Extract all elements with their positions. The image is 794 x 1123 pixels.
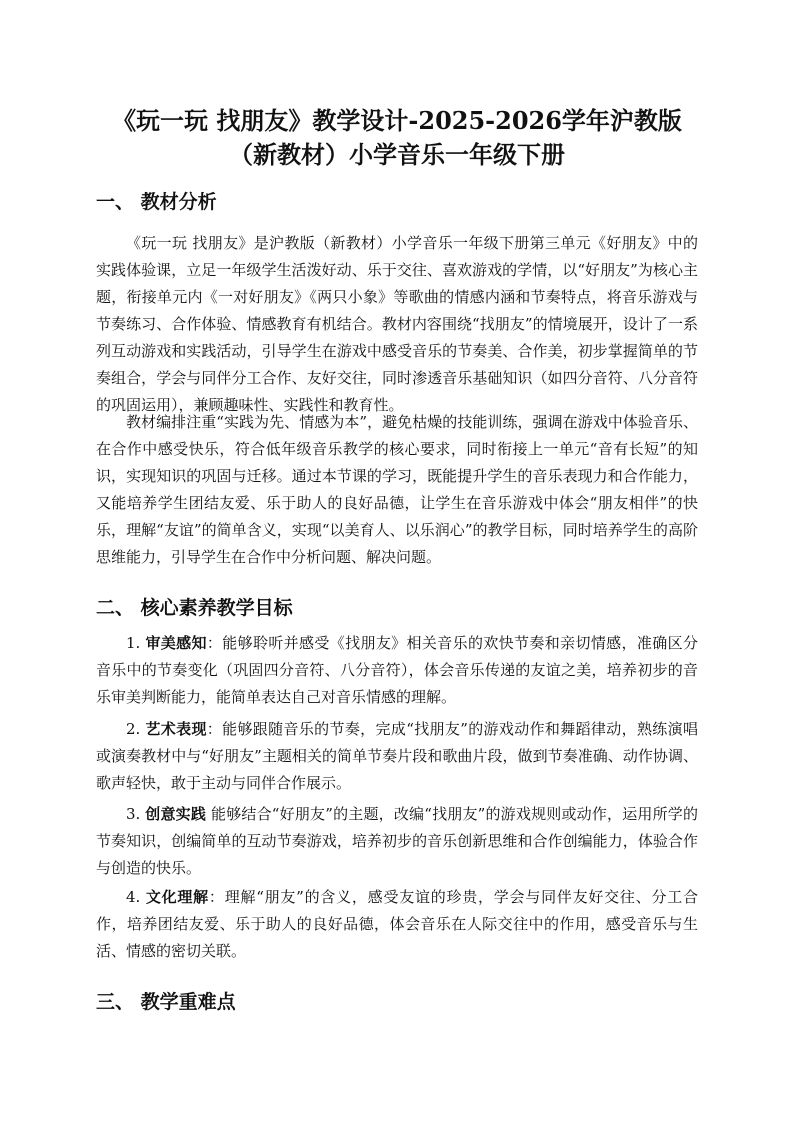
goal-number: 1.: [126, 634, 141, 652]
section-heading-analysis: 一、 教材分析: [96, 191, 217, 213]
goal-separator: ：: [208, 888, 225, 906]
goal-item-culture: [96, 884, 698, 965]
document-title: 《玩一玩 找朋友》教学设计-2025-2026学年沪教版（新教材）小学音乐一年级下册: [112, 106, 682, 169]
goal-label: 审美感知: [145, 634, 207, 652]
goal-label: 创意实践: [145, 805, 207, 823]
goal-number: 2.: [126, 720, 141, 738]
section-heading-key-points: 三、 教学重难点: [96, 991, 236, 1013]
goal-item-performance: [96, 716, 698, 797]
analysis-paragraph-2: 教材编排注重“实践为先、情感为本”，避免枯燥的技能训练，强调在游戏中体验音乐、在合作中感受快乐，符合低年级音乐教学的核心要求，同时衔接上一单元“音有长短”的知识，实现知识的巩固与迁移。通过本节课的学习，既能提升学生的音乐表现力和合作能力，又能培养学生团结友爱、乐于助人的良好品德，让学生在音乐游戏中体会“朋友相伴”的快乐，理解“友谊”的简单含义，实现“以美育人、以乐润心”的教学目标，同时培养学生的高阶思维能力，引导学生在合作中分析问题、解决问题。: [96, 413, 698, 566]
goal-text: 能够结合“好朋友”的主题，改编“找朋友”的游戏规则或动作，运用所学的节奏知识，创编简单的互动节奏游戏，培养初步的音乐创新思维和合作创编能力，体验合作与创造的快乐。: [96, 805, 698, 877]
goal-item-creative: [96, 801, 698, 882]
goal-separator: ：: [206, 634, 223, 652]
goal-label: 文化理解: [145, 888, 209, 906]
goal-separator: ：: [206, 720, 223, 738]
goal-label: 艺术表现: [145, 720, 207, 738]
goal-number: 3.: [126, 805, 141, 823]
analysis-paragraph-1: 《玩一玩 找朋友》是沪教版（新教材）小学音乐一年级下册第三单元《好朋友》中的实践体验课，立足一年级学生活泼好动、乐于交往、喜欢游戏的学情，以“好朋友”为核心主题，衔接单元内《一对好朋友》《两只小象》等歌曲的情感内涵和节奏特点，将音乐游戏与节奏练习、合作体验、情感教育有机结合。教材内容围绕“找朋友”的情境展开，设计了一系列互动游戏和实践活动，引导学生在游戏中感受音乐的节奏美、合作美，初步掌握简单的节奏组合，学会与同伴分工合作、友好交往，同时渗透音乐基础知识（如四分音符、八分音符的巩固运用），兼顾趣味性、实践性和教育性。: [96, 234, 698, 414]
goal-number: 4.: [126, 888, 141, 906]
goal-item-aesthetic: [96, 630, 698, 711]
goal-text: 能够跟随音乐的节奏，完成“找朋友”的游戏动作和舞蹈律动，熟练演唱或演奏教材中与“好朋友”主题相关的简单节奏片段和歌曲片段，做到节奏准确、动作协调、歌声轻快，敢于主动与同伴合作展示。: [96, 720, 698, 792]
goal-text: 能够聆听并感受《找朋友》相关音乐的欢快节奏和亲切情感，准确区分音乐中的节奏变化（巩固四分音符、八分音符），体会音乐传递的友谊之美，培养初步的音乐审美判断能力，能简单表达自己对音乐情感的理解。: [96, 634, 698, 706]
goal-text: 理解“朋友”的含义，感受友谊的珍贵，学会与同伴友好交往、分工合作，培养团结友爱、乐于助人的良好品德，体会音乐在人际交往中的作用，感受音乐与生活、情感的密切关联。: [96, 888, 698, 960]
section-heading-goals: 二、 核心素养教学目标: [96, 597, 293, 619]
